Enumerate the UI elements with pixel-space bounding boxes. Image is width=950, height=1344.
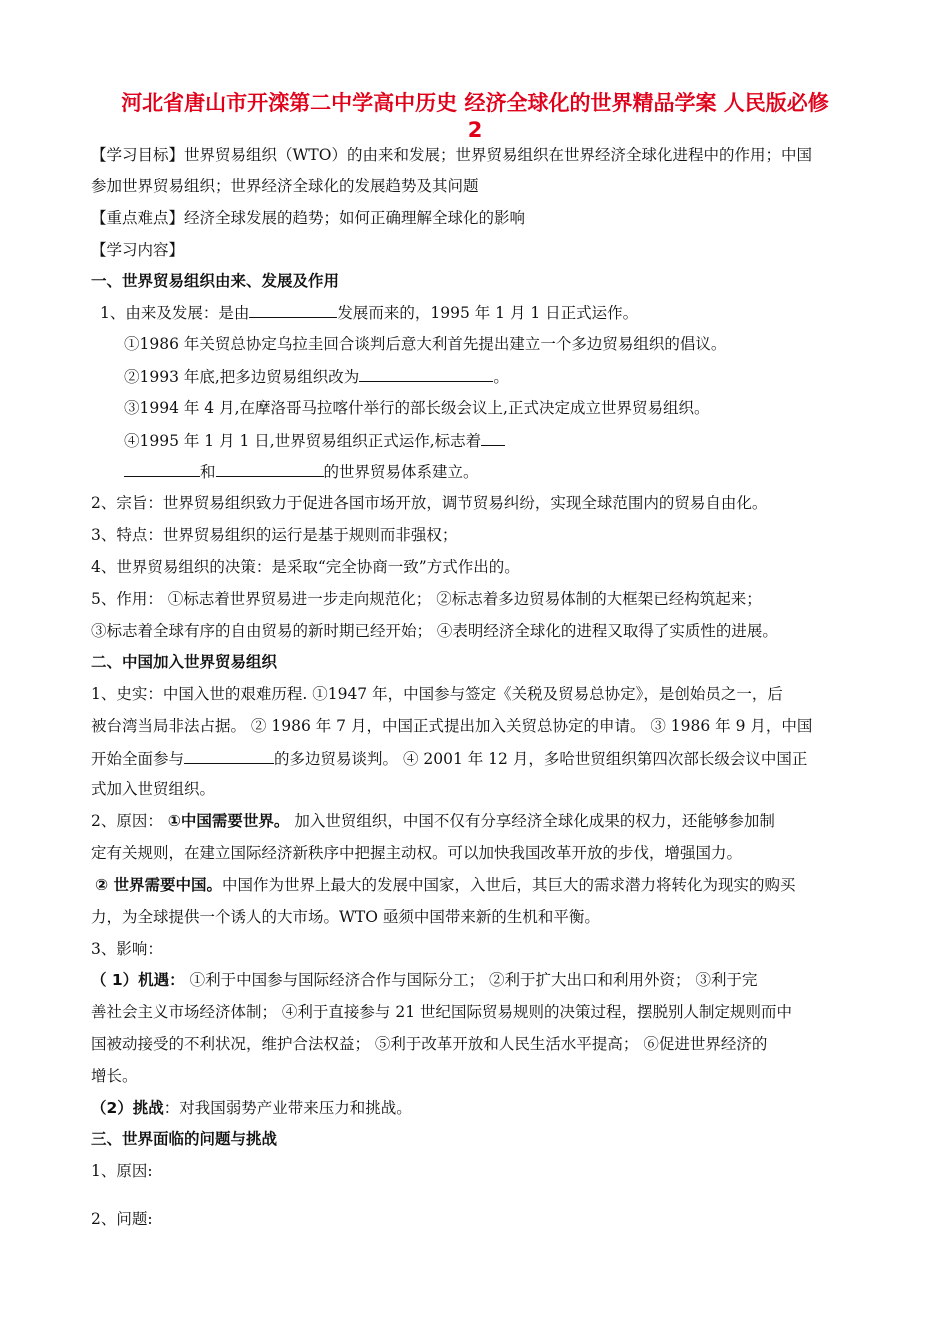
history-line-3 — [91, 748, 807, 769]
title-line-2: 2 — [467, 118, 483, 142]
fill-blank[interactable] — [249, 302, 337, 318]
history-line-3-a: 开始全面参与 — [91, 750, 185, 768]
impact-line-4: 增长。 — [91, 1067, 138, 1085]
problem-label: 2、问题: — [91, 1210, 153, 1228]
fill-blank[interactable] — [481, 430, 505, 446]
impact-line-3: 国被动接受的不利状况，维护合法权益； ⑤利于改革开放和人民生活水平提高； ⑥促进世界经济的 — [91, 1035, 768, 1053]
challenge-label: （2）挑战 — [91, 1099, 164, 1117]
fill-blank[interactable] — [216, 461, 324, 477]
history-line-3-b: 的多边贸易谈判。 ④ 2001 年 12 月，多哈世贸组织第四次部长级会议中国正 — [274, 750, 808, 768]
reason-text-2: 中国作为世界上最大的发展中国家，入世后，其巨大的需求潜力将转化为现实的购买 — [222, 876, 796, 894]
reason-line-1 — [91, 811, 775, 831]
challenge-line — [91, 1098, 412, 1118]
history-line-2: 被台湾当局非法占据。 ② 1986 年 7 月，中国正式提出加入关贸总协定的申请。 ③ 1986 年 9 月，中国 — [91, 717, 813, 735]
origin-item-2-text-a: ②1993 年底,把多边贸易组织改为 — [124, 368, 360, 386]
section-heading-2: 二、中国加入世界贸易组织 — [91, 653, 278, 671]
learning-goal-line-1: 【学习目标】世界贸易组织（WTO）的由来和发展；世界贸易组织在世界经济全球化进程中的作用；中国 — [91, 146, 812, 164]
origin-text-b: 发展而来的，1995 年 1 月 1 日正式运作。 — [337, 304, 639, 322]
origin-item-4-cont-b: 的世界贸易体系建立。 — [323, 463, 479, 481]
fill-blank[interactable] — [359, 366, 493, 382]
reason-label: 2、原因： — [91, 812, 168, 830]
title-line-1: 河北省唐山市开滦第二中学高中历史 经济全球化的世界精品学案 人民版必修 — [121, 91, 829, 115]
document-title — [80, 90, 870, 144]
key-points: 【重点难点】经济全球发展的趋势；如何正确理解全球化的影响 — [91, 209, 526, 227]
reason-line-3 — [95, 875, 796, 895]
reason-point-2: ② 世界需要中国。 — [95, 876, 223, 894]
reason-point-1: ①中国需要世界。 — [167, 812, 290, 830]
opportunity-label: （ 1）机遇： — [91, 971, 185, 989]
reason-text-1: 加入世贸组织，中国不仅有分享经济全球化成果的权力，还能够参加制 — [289, 812, 775, 830]
reason-line-4: 力，为全球提供一个诱人的大市场。WTO 亟须中国带来新的生机和平衡。 — [91, 908, 600, 926]
section-heading-3: 三、世界面临的问题与挑战 — [91, 1130, 278, 1148]
origin-item-1: ①1986 年关贸总协定乌拉圭回合谈判后意大利首先提出建立一个多边贸易组织的倡议。 — [124, 335, 727, 353]
history-line-4: 式加入世贸组织。 — [91, 780, 216, 798]
origin-item-4-cont — [124, 461, 479, 482]
cause-label: 1、原因: — [91, 1162, 153, 1180]
impact-label: 3、影响： — [91, 940, 163, 958]
role-line-1: 5、作用： ①标志着世界贸易进一步走向规范化； ②标志着多边贸易体制的大框架已经构筑起来； — [91, 590, 762, 608]
challenge-text: ：对我国弱势产业带来压力和挑战。 — [163, 1099, 412, 1117]
purpose-line: 2、宗旨：世界贸易组织致力于促进各国市场开放，调节贸易纠纷，实现全球范围内的贸易自由化。 — [91, 494, 768, 512]
origin-text-a: 1、由来及发展：是由 — [100, 304, 250, 322]
impact-line-1 — [91, 970, 757, 990]
feature-line: 3、特点：世界贸易组织的运行是基于规则而非强权； — [91, 526, 458, 544]
role-line-2: ③标志着全球有序的自由贸易的新时期已经开始； ④表明经济全球化的进程又取得了实质性的进展。 — [91, 622, 778, 640]
decision-line: 4、世界贸易组织的决策：是采取“完全协商一致”方式作出的。 — [91, 558, 520, 576]
learning-content-label: 【学习内容】 — [91, 241, 185, 259]
section-heading-1: 一、世界贸易组织由来、发展及作用 — [91, 272, 340, 290]
impact-line-2: 善社会主义市场经济体制； ④利于直接参与 21 世纪国际贸易规则的决策过程，摆脱别人制定规则而中 — [91, 1003, 793, 1021]
origin-item-4-text: ④1995 年 1 月 1 日,世界贸易组织正式运作,标志着 — [124, 432, 482, 450]
reason-line-2: 定有关规则，在建立国际经济新秩序中把握主动权。可以加快我国改革开放的步伐，增强国力。 — [91, 844, 743, 862]
fill-blank[interactable] — [124, 461, 200, 477]
origin-item-3: ③1994 年 4 月,在摩洛哥马拉喀什举行的部长级会议上,正式决定成立世界贸易组织。 — [124, 399, 710, 417]
fill-blank[interactable] — [184, 748, 274, 764]
history-line-1: 1、史实：中国入世的艰难历程. ①1947 年，中国参与签定《关税及贸易总协定》，是创始员之一，后 — [91, 685, 783, 703]
origin-item-4 — [124, 430, 505, 451]
origin-line — [100, 302, 638, 323]
learning-goal-line-2: 参加世界贸易组织；世界经济全球化的发展趋势及其问题 — [91, 177, 479, 195]
origin-item-4-cont-a: 和 — [200, 463, 216, 481]
opportunity-text: ①利于中国参与国际经济合作与国际分工； ②利于扩大出口和利用外资； ③利于完 — [184, 971, 758, 989]
origin-item-2-text-b: 。 — [493, 368, 509, 386]
origin-item-2 — [124, 366, 509, 387]
